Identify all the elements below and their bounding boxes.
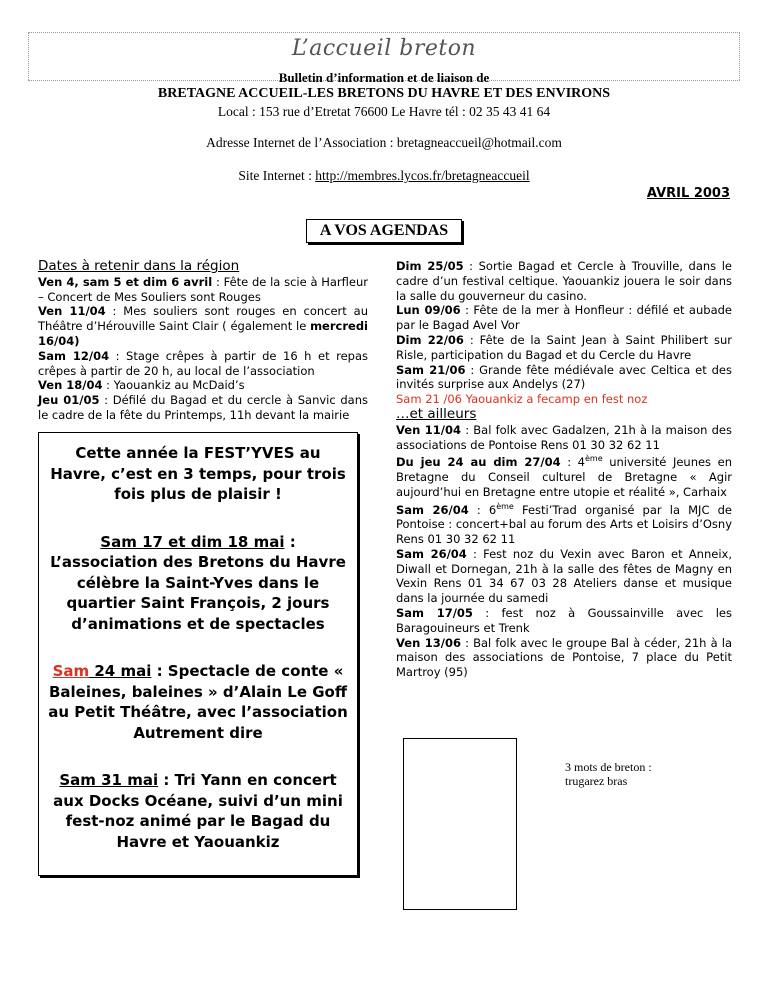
breton-words-text: trugarez bras — [565, 774, 628, 788]
list-item: Sam 12/04 : Stage crêpes à partir de 16 h et repas crêpes à partir de 20 h, au local de l’association — [38, 348, 368, 378]
masthead-title: L’accueil breton — [291, 36, 477, 61]
list-item: Ven 13/06 : Bal folk avec le groupe Bal à céder, 21h à la maison des associations de Pontoise, 7 place du Petit Martroy (95) — [396, 635, 733, 680]
list-item: Dim 22/06 : Fête de la Saint Jean à Saint Philibert sur Risle, participation du Bagad et du Cercle du Havre — [396, 332, 733, 362]
bulletin-subtitle: Bulletin d’information et de liaison de — [278, 70, 490, 85]
list-item: Ven 4, sam 5 et dim 6 avril : Fête de la scie à Harfleur – Concert de Mes Souliers sont Rouges — [38, 274, 368, 304]
breton-words — [565, 760, 745, 788]
association-email: Adresse Internet de l’Association : bretagneaccueil@hotmail.com — [206, 135, 562, 150]
masthead-border-top — [28, 32, 740, 33]
list-item: Lun 09/06 : Fête de la mer à Honfleur : défilé et aubade par le Bagad Avel Vor — [396, 303, 732, 333]
list-item: Ven 11/04 : Mes souliers sont rouges en concert au Théâtre d’Hérouville Saint Clair ( également le mercredi 16/04) — [38, 304, 368, 348]
list-item: Sam 26/04 : Fest noz du Vexin avec Baron et Anneix, Diwall et Dornegan, 21h à la salle des fêtes de Magny en Vexin Rens 01 34 67 03 28 Ateliers danse et musique dans la journée du samedi — [396, 546, 732, 606]
issue-date: AVRIL 2003 — [646, 186, 730, 201]
left-column-title: Dates à retenir dans la région — [38, 258, 240, 274]
list-item: Sam 26/04 : 6ème Festi’Trad organisé par la MJC de Pontoise : concert+bal au forum des Arts et Loisirs d’Osny Rens 01 30 32 62 11 — [396, 501, 733, 546]
list-item: Sam 17/05 : fest noz à Goussainville avec les Baragouineurs et Trenk — [396, 605, 732, 635]
breton-words-title: 3 mots de breton : — [565, 760, 652, 774]
list-item: Du jeu 24 au dim 27/04 : 4ème université Jeunes en Bretagne du Conseil culturel de Bretagne « Agir aujourd’hui en Bretagne entre utopie et réalité », Carhaix — [396, 454, 732, 499]
elsewhere-title: …et ailleurs — [396, 405, 477, 422]
image-placeholder — [403, 738, 517, 910]
association-address: Local : 153 rue d’Etretat 76600 Le Havre tél : 02 35 43 41 64 — [217, 104, 551, 119]
fest-yves-box — [38, 432, 358, 876]
association-name: BRETAGNE ACCUEIL-LES BRETONS DU HAVRE ET DES ENVIRONS — [157, 86, 611, 101]
list-item: Jeu 01/05 : Défilé du Bagad et du cercle à Sanvic dans le cadre de la fête du Printemps, 11h devant la mairie — [38, 393, 368, 422]
list-item: Sam 21/06 : Grande fête médiévale avec Celtica et des invités surprise aux Andelys (27) — [396, 362, 732, 392]
section-title: A VOS AGENDAS — [306, 219, 462, 243]
fest-yves-event: Sam 31 mai : Tri Yann en concert aux Docks Océane, suivi d’un mini fest-noz animé par le Bagad du Havre et Yaouankiz — [53, 771, 343, 851]
fest-yves-event: Sam 17 et dim 18 mai : L’association des Bretons du Havre célèbre la Saint-Yves dans le quartier Saint François, 2 jours d’animations et de spectacles — [50, 532, 346, 633]
list-item: Ven 18/04 : Yaouankiz au McDaid’s — [38, 378, 245, 393]
site-label: Site Internet : — [238, 168, 316, 183]
red-note: Sam 21 /06 Yaouankiz a fecamp en fest noz — [396, 392, 648, 407]
list-item: Ven 11/04 : Bal folk avec Gadalzen, 21h à la maison des associations de Pontoise Rens 01 30 32 62 11 — [396, 422, 733, 452]
association-site — [0, 168, 768, 184]
fest-yves-event: Sam 24 mai : Spectacle de conte « Baleines, baleines » d’Alain Le Goff au Petit Théâtre, avec l’association Autrement dire — [48, 662, 348, 742]
site-link[interactable]: http://membres.lycos.fr/bretagneaccueil — [315, 168, 530, 183]
fest-yves-intro: Cette année la FEST’YVES au Havre, c’est en 3 temps, pour trois fois plus de plaisir ! — [50, 444, 346, 503]
left-column — [38, 259, 368, 423]
list-item: Dim 25/05 : Sortie Bagad et Cercle à Trouville, dans le cadre d’un festival celtique. Yaouankiz jouera le soir dans la salle du gouverneur du casino. — [396, 259, 732, 303]
right-column — [396, 259, 732, 680]
